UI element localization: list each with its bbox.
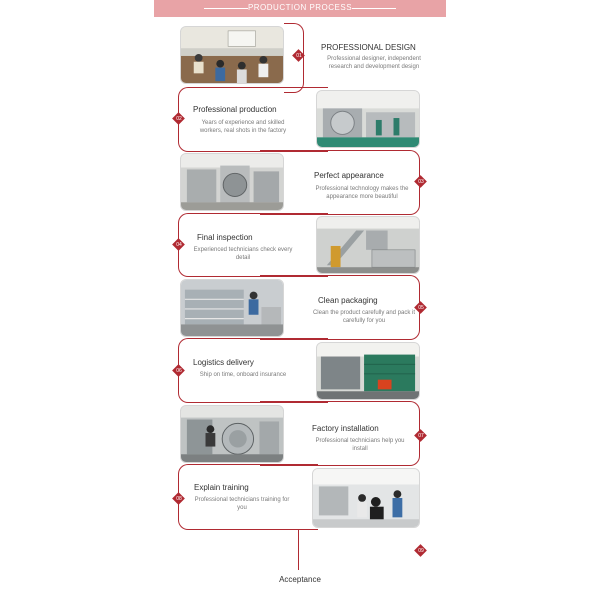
connector-line [260, 275, 420, 340]
step-01-number: 01 [296, 53, 302, 59]
step-07-description: Professional technicians help you install [315, 438, 405, 452]
step-06-title: Logistics delivery [193, 358, 254, 367]
logistics-photo [316, 342, 420, 400]
inspection-photo [316, 216, 420, 274]
step-08-title: Explain training [194, 483, 249, 492]
step-01-title: PROFESSIONAL DESIGN [321, 43, 416, 52]
header-divider-right [352, 8, 396, 9]
equipment-appearance-photo [180, 153, 284, 211]
step-04-description: Experienced technicians check every detail [193, 247, 293, 261]
step-08-description: Professional technicians training for you [194, 497, 290, 511]
section-header [154, 0, 446, 17]
connector-line [178, 213, 328, 277]
step-02-number: 02 [176, 116, 182, 122]
step-03-number: 03 [418, 179, 424, 185]
step-02-description: Years of experience and skilled workers, real shots in the factory [199, 120, 287, 134]
connector-line [298, 530, 299, 570]
step-06-number: 06 [176, 368, 182, 374]
step-07-number: 07 [418, 433, 424, 439]
step-06-description: Ship on time, onboard insurance [199, 372, 287, 378]
step-07-title: Factory installation [312, 424, 379, 433]
factory-installation-photo [180, 405, 284, 463]
step-03-title: Perfect appearance [314, 171, 384, 180]
step-09-title: Acceptance [279, 575, 321, 584]
factory-production-photo [316, 90, 420, 148]
step-09-number: 09 [418, 548, 424, 554]
meeting-room-photo [180, 26, 284, 84]
training-photo [312, 468, 420, 528]
packaging-photo [180, 279, 284, 337]
step-03-description: Professional technology makes the appearance more beautiful [315, 186, 409, 200]
connector-line [260, 401, 420, 466]
step-01-description: Professional designer, independent research and development design [327, 56, 421, 70]
step-05-title: Clean packaging [318, 296, 378, 305]
step-02-title: Professional production [193, 105, 277, 114]
step-05-number: 05 [418, 305, 424, 311]
step-04-number: 04 [176, 242, 182, 248]
step-04-title: Final inspection [197, 233, 253, 242]
step-08-number: 08 [176, 496, 182, 502]
connector-line [260, 150, 420, 215]
header-title: PRODUCTION PROCESS [247, 3, 353, 12]
step-05-description: Clean the product carefully and pack it carefully for you [312, 310, 416, 324]
